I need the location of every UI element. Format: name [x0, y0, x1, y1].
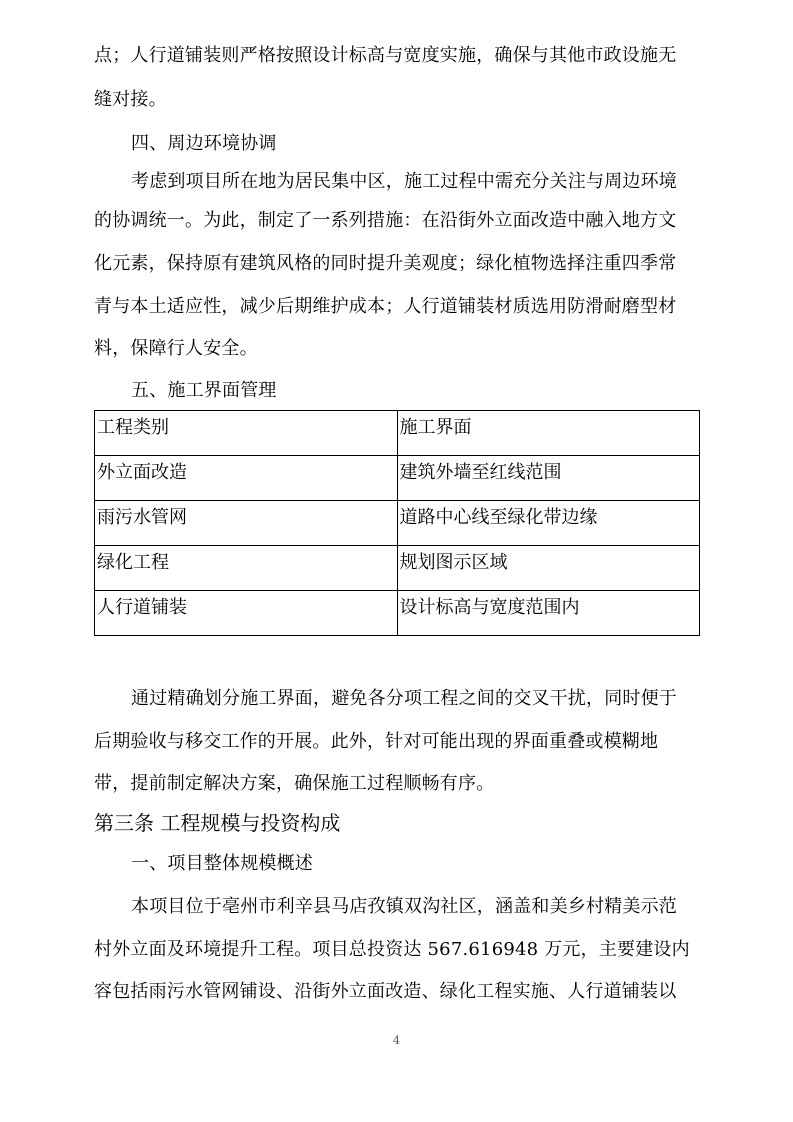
table-row: [95, 456, 700, 501]
paragraph-line: 村外立面及环境提升工程。项目总投资达 567.616948 万元，主要建设内: [94, 939, 690, 960]
paragraph-line: 化元素，保持原有建筑风格的同时提升美观度；绿化植物选择注重四季常: [94, 253, 677, 274]
paragraph-line: 青与本土适应性，减少后期维护成本；人行道铺装材质选用防滑耐磨型材: [94, 296, 677, 317]
section-title: 第三条 工程规模与投资构成: [94, 811, 341, 835]
paragraph-line: 缝对接。: [94, 89, 167, 110]
table-cell: 人行道铺装: [95, 591, 398, 636]
table-cell: 建筑外墙至红线范围: [397, 456, 700, 501]
paragraph-line: 的协调统一。为此，制定了一系列措施：在沿街外立面改造中融入地方文: [94, 210, 677, 231]
paragraph-line: 通过精确划分施工界面，避免各分项工程之间的交叉干扰，同时便于: [131, 688, 677, 709]
paragraph-line: 容包括雨污水管网铺设、沿街外立面改造、绿化工程实施、人行道铺装以: [94, 981, 677, 1002]
table-row: [95, 591, 700, 636]
heading-surroundings: 四、周边环境协调: [131, 133, 277, 154]
paragraph-line: 后期验收与移交工作的开展。此外，针对可能出现的界面重叠或模糊地: [94, 731, 659, 752]
table-row: [95, 501, 700, 546]
table-cell: 施工界面: [397, 411, 700, 456]
table-cell: 工程类别: [95, 411, 398, 456]
paragraph-line: 考虑到项目所在地为居民集中区，施工过程中需充分关注与周边环境: [131, 171, 677, 192]
paragraph-line: 带，提前制定解决方案，确保施工过程顺畅有序。: [94, 773, 495, 794]
heading-interface: 五、施工界面管理: [131, 380, 277, 401]
table-cell: 雨污水管网: [95, 501, 398, 546]
interface-table: [94, 410, 700, 636]
table-cell: 外立面改造: [95, 456, 398, 501]
table-row: [95, 546, 700, 591]
table-cell: 规划图示区域: [397, 546, 700, 591]
table-cell: 设计标高与宽度范围内: [397, 591, 700, 636]
paragraph-line: 点；人行道铺装则严格按照设计标高与宽度实施，确保与其他市政设施无: [94, 45, 677, 66]
page-number: 4: [393, 1034, 400, 1047]
paragraph-line: 料，保障行人安全。: [94, 338, 258, 359]
paragraph-line: 本项目位于亳州市利辛县马店孜镇双沟社区，涵盖和美乡村精美示范: [131, 896, 677, 917]
table-cell: 道路中心线至绿化带边缘: [397, 501, 700, 546]
subsection-title: 一、项目整体规模概述: [131, 853, 313, 874]
table-cell: 绿化工程: [95, 546, 398, 591]
table-row: [95, 411, 700, 456]
